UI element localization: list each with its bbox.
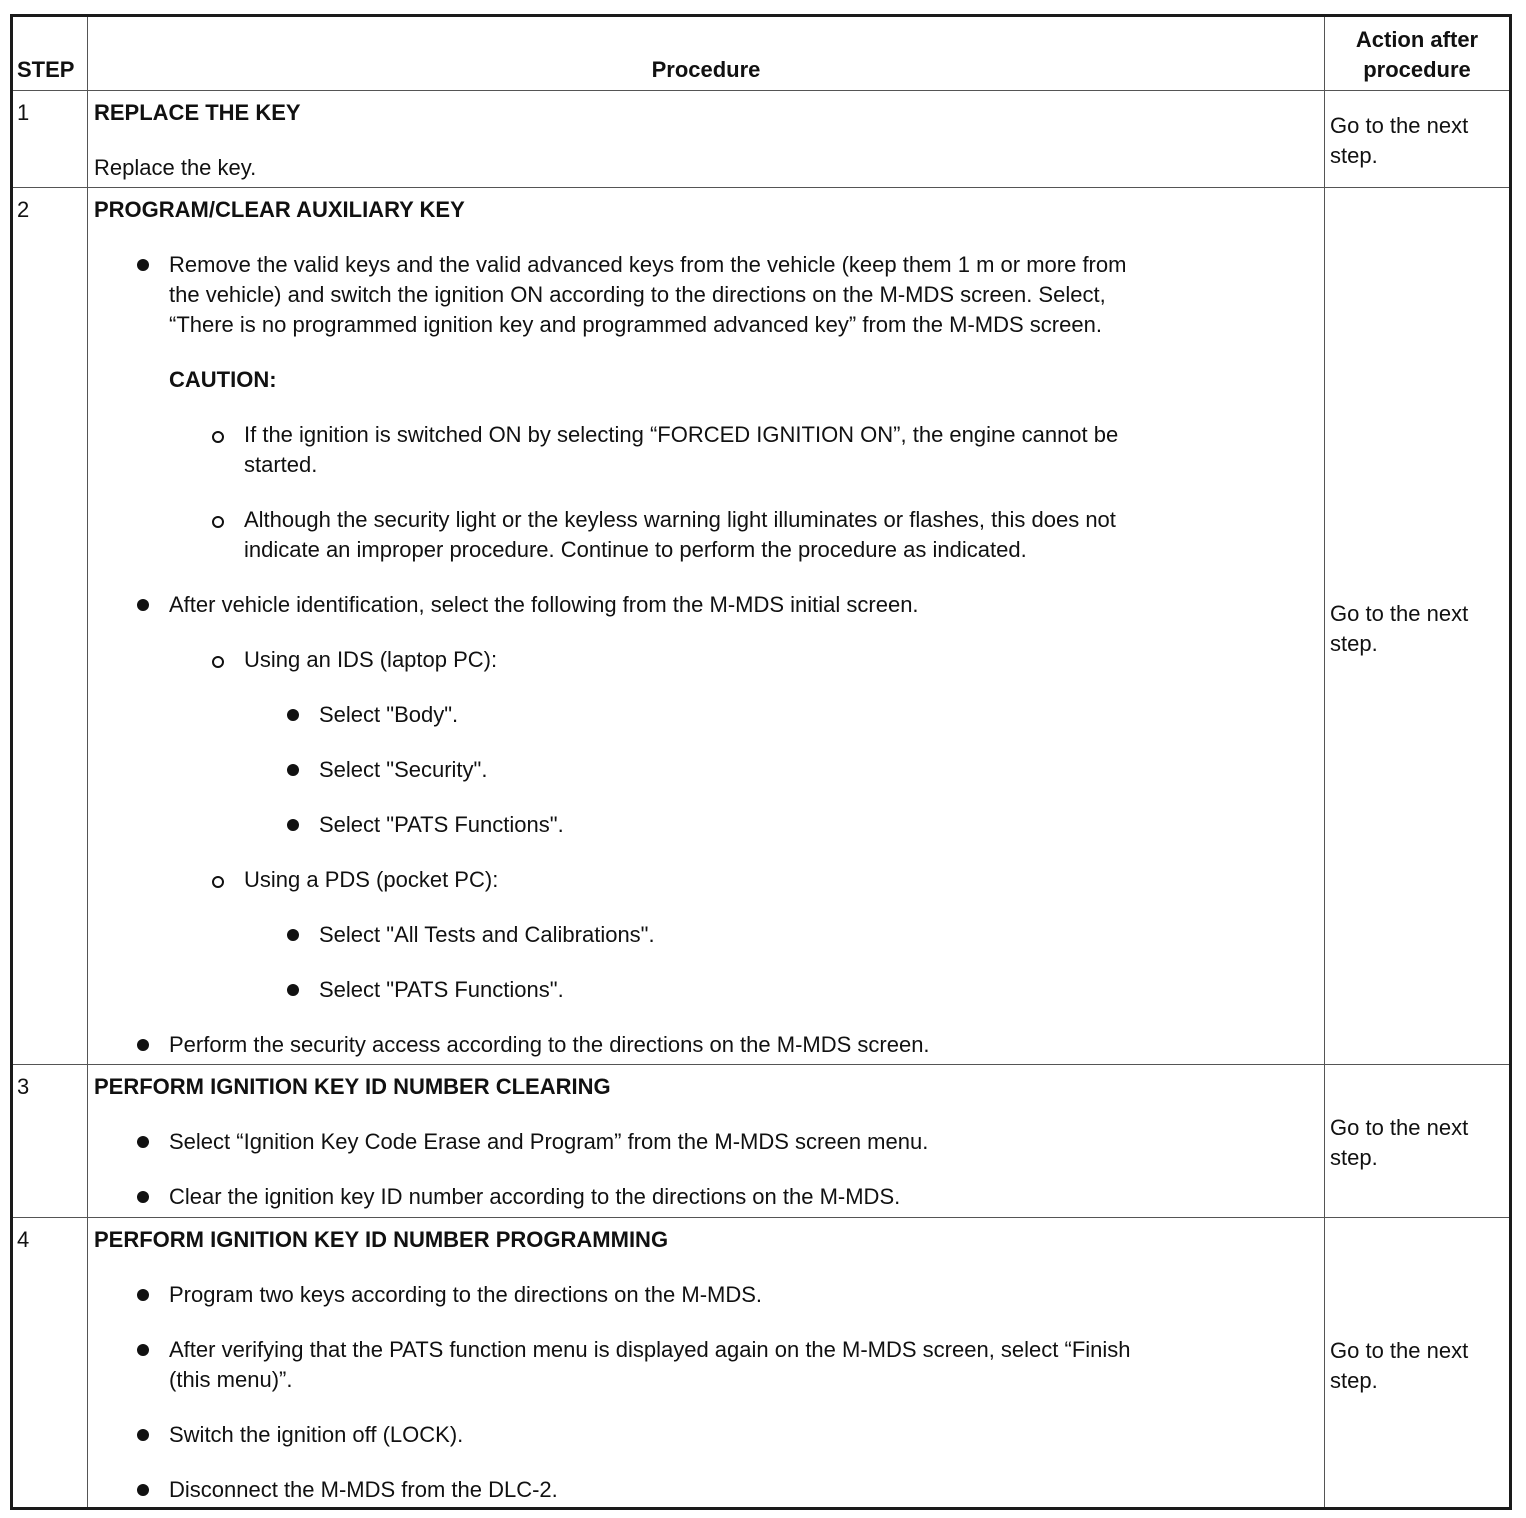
step-1-action-line2: step.: [1330, 143, 1378, 168]
using-ids: Using an IDS (laptop PC):: [244, 647, 498, 672]
bullet-icon: [137, 259, 149, 271]
step-4-title: PERFORM IGNITION KEY ID NUMBER PROGRAMMING: [94, 1227, 669, 1252]
using-pds: Using a PDS (pocket PC):: [244, 867, 499, 892]
bullet-icon: [287, 984, 299, 996]
caution-1-line2: started.: [244, 452, 318, 477]
step-number-2: 2: [17, 197, 30, 222]
bullet-icon: [287, 929, 299, 941]
header-procedure: Procedure: [651, 57, 761, 82]
sub-bullet-icon: [212, 876, 224, 888]
procedure-table: [10, 14, 1512, 1510]
sub-bullet-icon: [212, 656, 224, 668]
bullet-icon: [287, 764, 299, 776]
step-2-bullet3: Perform the security access according to the directions on the M-MDS screen.: [169, 1032, 930, 1057]
ids-select-body: Select "Body".: [319, 702, 459, 727]
step-2-bullet1-line3: “There is no programmed ignition key and programmed advanced key” from the M-MDS screen.: [169, 312, 1102, 337]
header-action-line2: procedure: [1363, 57, 1471, 82]
step-2-bullet1-line1: Remove the valid keys and the valid advanced keys from the vehicle (keep them 1 m or more from: [169, 252, 1127, 277]
step-3-bullet2: Clear the ignition key ID number according to the directions on the M-MDS.: [169, 1184, 901, 1209]
bullet-icon: [287, 819, 299, 831]
row-divider-3: [13, 1217, 1509, 1218]
step-4-bullet2-line2: (this menu)”.: [169, 1367, 293, 1392]
caution-2-line1: Although the security light or the keyless warning light illuminates or flashes, this does not: [244, 507, 1116, 532]
step-1-action-line1: Go to the next: [1330, 113, 1469, 138]
row-divider-2: [13, 1064, 1509, 1065]
bullet-icon: [137, 1136, 149, 1148]
caution-heading: CAUTION:: [169, 367, 277, 392]
step-4-bullet1: Program two keys according to the directions on the M-MDS.: [169, 1282, 763, 1307]
step-number-4: 4: [17, 1227, 30, 1252]
bullet-icon: [137, 1344, 149, 1356]
pds-select-pats: Select "PATS Functions".: [319, 977, 564, 1002]
sub-bullet-icon: [212, 431, 224, 443]
step-1-body: Replace the key.: [94, 155, 257, 180]
step-2-action-line1: Go to the next: [1330, 601, 1469, 626]
bullet-icon: [137, 1429, 149, 1441]
step-1-title: REPLACE THE KEY: [94, 100, 301, 125]
bullet-icon: [287, 709, 299, 721]
bullet-icon: [137, 1039, 149, 1051]
row-divider-header: [13, 90, 1509, 91]
step-number-1: 1: [17, 100, 30, 125]
step-2-action-line2: step.: [1330, 631, 1378, 656]
caution-2-line2: indicate an improper procedure. Continue to perform the procedure as indicated.: [244, 537, 1027, 562]
bullet-icon: [137, 1289, 149, 1301]
step-4-bullet3: Switch the ignition off (LOCK).: [169, 1422, 464, 1447]
bullet-icon: [137, 1484, 149, 1496]
step-3-title: PERFORM IGNITION KEY ID NUMBER CLEARING: [94, 1074, 611, 1099]
caution-1-line1: If the ignition is switched ON by selecting “FORCED IGNITION ON”, the engine cannot be: [244, 422, 1119, 447]
row-divider-1: [13, 187, 1509, 188]
header-step: STEP: [17, 57, 75, 82]
column-divider-action: [1324, 17, 1325, 1507]
step-4-bullet2-line1: After verifying that the PATS function menu is displayed again on the M-MDS screen, select “Finish: [169, 1337, 1131, 1362]
ids-select-pats: Select "PATS Functions".: [319, 812, 564, 837]
step-4-action-line2: step.: [1330, 1368, 1378, 1393]
ids-select-security: Select "Security".: [319, 757, 488, 782]
step-2-title: PROGRAM/CLEAR AUXILIARY KEY: [94, 197, 465, 222]
step-4-bullet4: Disconnect the M-MDS from the DLC-2.: [169, 1477, 558, 1502]
step-2-bullet1-line2: the vehicle) and switch the ignition ON according to the directions on the M-MDS screen. Select,: [169, 282, 1106, 307]
step-number-3: 3: [17, 1074, 30, 1099]
step-2-bullet2: After vehicle identification, select the following from the M-MDS initial screen.: [169, 592, 919, 617]
sub-bullet-icon: [212, 516, 224, 528]
bullet-icon: [137, 1191, 149, 1203]
header-action-line1: Action after: [1355, 27, 1479, 52]
step-4-action-line1: Go to the next: [1330, 1338, 1469, 1363]
column-divider-step: [87, 17, 88, 1507]
step-3-action-line1: Go to the next: [1330, 1115, 1469, 1140]
step-3-bullet1: Select “Ignition Key Code Erase and Program” from the M-MDS screen menu.: [169, 1129, 929, 1154]
step-3-action-line2: step.: [1330, 1145, 1378, 1170]
bullet-icon: [137, 599, 149, 611]
pds-select-all-tests: Select "All Tests and Calibrations".: [319, 922, 655, 947]
